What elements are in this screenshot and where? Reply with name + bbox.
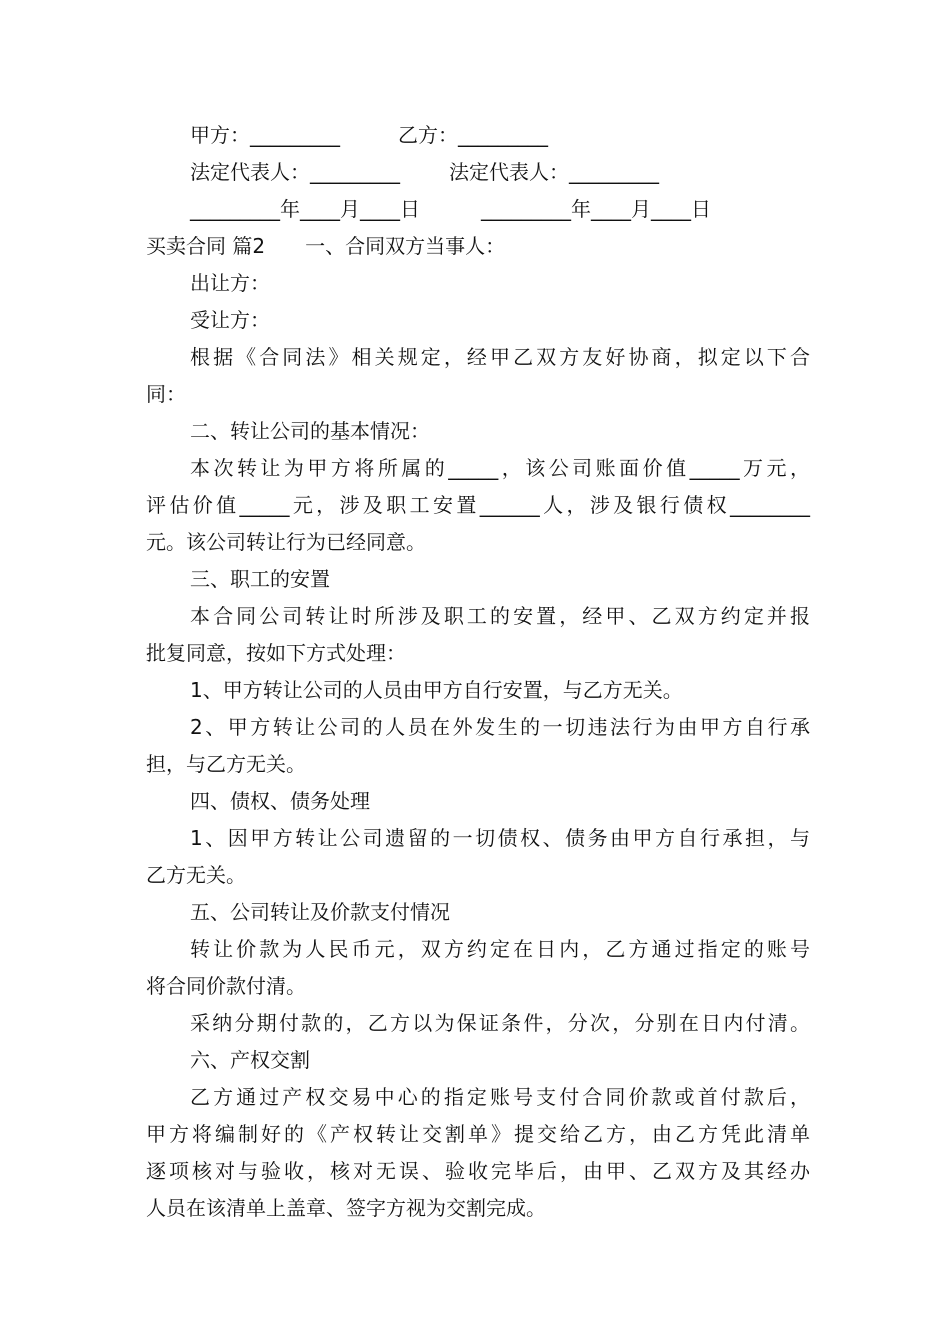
body-paragraph-line: 逐项核对与验收，核对无误、验收完毕后，由甲、乙双方及其经办 [146,1159,810,1183]
body-paragraph-line: 本合同公司转让时所涉及职工的安置，经甲、乙双方约定并报 [190,604,810,628]
body-paragraph-line: 本次转让为甲方将所属的_____，该公司账面价值_____万元， [190,456,810,480]
list-item: 1、甲方转让公司的人员由甲方自行安置，与乙方无关。 [190,678,683,702]
list-item: 1、因甲方转让公司遗留的一切债权、债务由甲方自行承担，与 [190,826,810,850]
body-paragraph-line: 将合同价款付清。 [146,974,306,998]
body-paragraph-line: 元。该公司转让行为已经同意。 [146,530,426,554]
party-b-date-field: _________年____月____日 [481,197,711,221]
contract-heading: 买卖合同 篇2 一、合同双方当事人： [146,234,506,258]
body-paragraph-line: 根据《合同法》相关规定，经甲乙双方友好协商，拟定以下合 [190,345,810,369]
party-a-field: 甲方：_________ [190,123,340,147]
section-heading: 六、产权交割 [190,1048,310,1072]
transferee-line: 受让方： [190,308,270,332]
party-a-date-field: _________年____月____日 [190,197,420,221]
body-paragraph-line: 乙方通过产权交易中心的指定账号支付合同价款或首付款后， [190,1085,810,1109]
party-b-field: 乙方：_________ [398,123,548,147]
body-paragraph-line: 批复同意，按如下方式处理： [146,641,406,665]
body-paragraph-line: 人员在该清单上盖章、签字方视为交割完成。 [146,1196,546,1220]
list-item-continuation: 担，与乙方无关。 [146,752,306,776]
list-item: 2、甲方转让公司的人员在外发生的一切违法行为由甲方自行承 [190,715,810,739]
body-paragraph-line: 转让价款为人民币元，双方约定在日内，乙方通过指定的账号 [190,937,810,961]
party-a-representative-field: 法定代表人：_________ [190,160,400,184]
body-paragraph-line: 评估价值_____元，涉及职工安置______人，涉及银行债权________ [146,493,810,517]
body-paragraph-line: 采纳分期付款的，乙方以为保证条件，分次，分别在日内付清。 [190,1011,810,1035]
section-heading: 四、债权、债务处理 [190,789,370,813]
body-paragraph-line: 甲方将编制好的《产权转让交割单》提交给乙方，由乙方凭此清单 [146,1122,810,1146]
section-heading: 三、职工的安置 [190,567,330,591]
body-paragraph-line: 同： [146,382,186,406]
list-item-continuation: 乙方无关。 [146,863,246,887]
transferor-line: 出让方： [190,271,270,295]
section-heading: 五、公司转让及价款支付情况 [190,900,450,924]
party-b-representative-field: 法定代表人：_________ [449,160,659,184]
section-heading: 二、转让公司的基本情况： [190,419,430,443]
